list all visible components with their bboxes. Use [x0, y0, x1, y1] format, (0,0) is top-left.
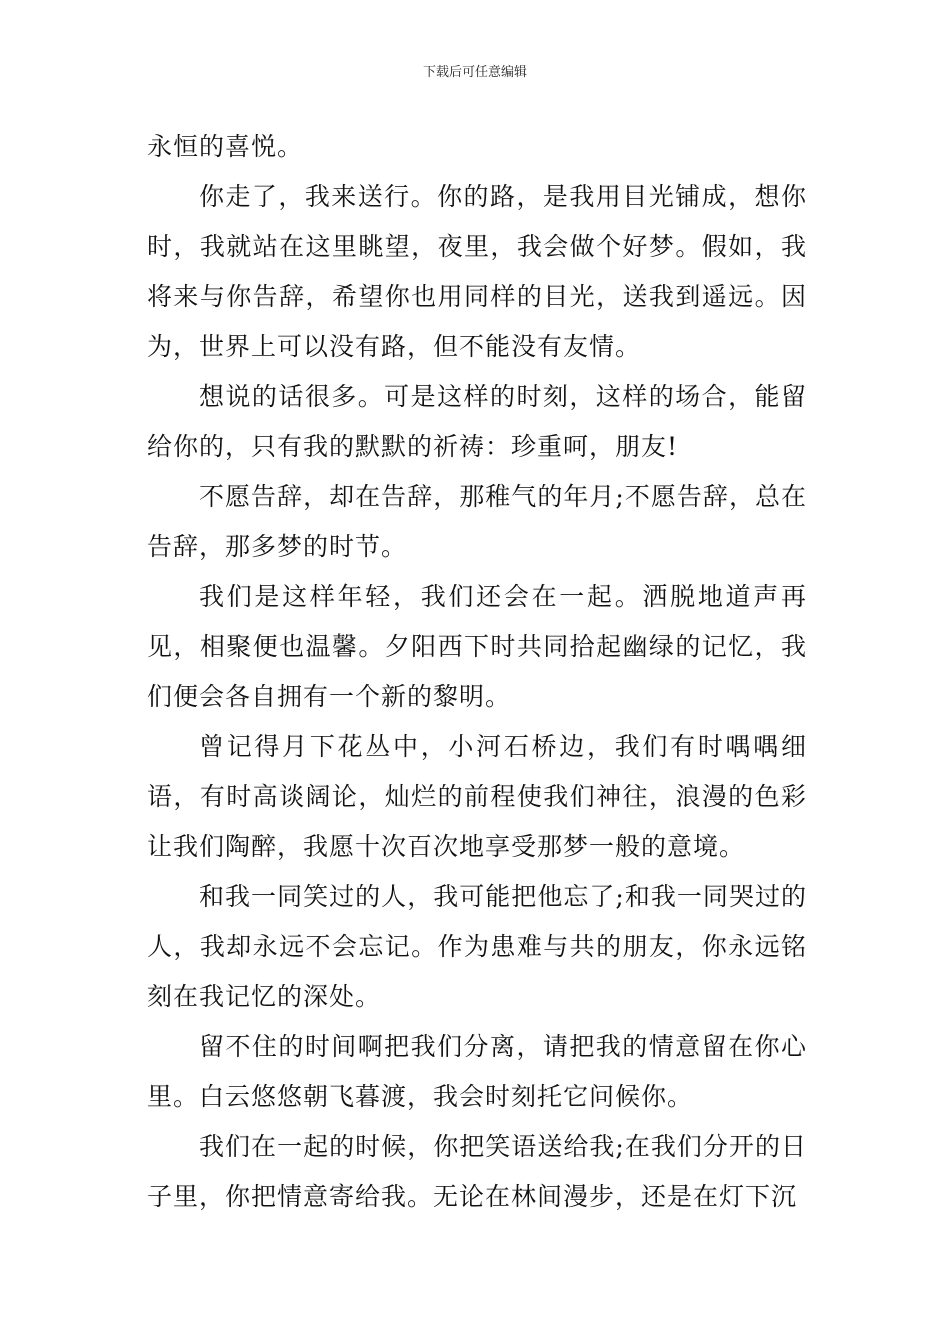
paragraph: 曾记得月下花丛中，小河石桥边，我们有时喁喁细语，有时高谈阔论，灿烂的前程使我们神往，浪漫的色彩让我们陶醉，我愿十次百次地享受那梦一般的意境。: [147, 732, 807, 861]
paragraph: 和我一同笑过的人，我可能把他忘了;和我一同哭过的人，我却永远不会忘记。作为患难与共的朋友，你永远铭刻在我记忆的深处。: [147, 882, 807, 1011]
paragraph: 你走了，我来送行。你的路，是我用目光铺成，想你时，我就站在这里眺望，夜里，我会做个好梦。假如，我将来与你告辞，希望你也用同样的目光，送我到遥远。因为，世界上可以没有路，但不能没有友情。: [147, 182, 807, 361]
paragraph: 想说的话很多。可是这样的时刻，这样的场合，能留给你的，只有我的默默的祈祷：珍重呵，朋友!: [147, 382, 807, 461]
paragraph: 不愿告辞，却在告辞，那稚气的年月;不愿告辞，总在告辞，那多梦的时节。: [147, 482, 807, 561]
paragraph: 永恒的喜悦。: [147, 132, 304, 161]
document-body: [147, 122, 807, 1222]
paragraph: 留不住的时间啊把我们分离，请把我的情意留在你心里。白云悠悠朝飞暮渡，我会时刻托它问候你。: [147, 1032, 807, 1111]
page-header: 下载后可任意编辑: [422, 65, 527, 80]
paragraph: 我们在一起的时候，你把笑语送给我;在我们分开的日子里，你把情意寄给我。无论在林间漫步，还是在灯下沉: [147, 1132, 807, 1211]
paragraph: 我们是这样年轻，我们还会在一起。洒脱地道声再见，相聚便也温馨。夕阳西下时共同拾起幽绿的记忆，我们便会各自拥有一个新的黎明。: [147, 582, 807, 711]
